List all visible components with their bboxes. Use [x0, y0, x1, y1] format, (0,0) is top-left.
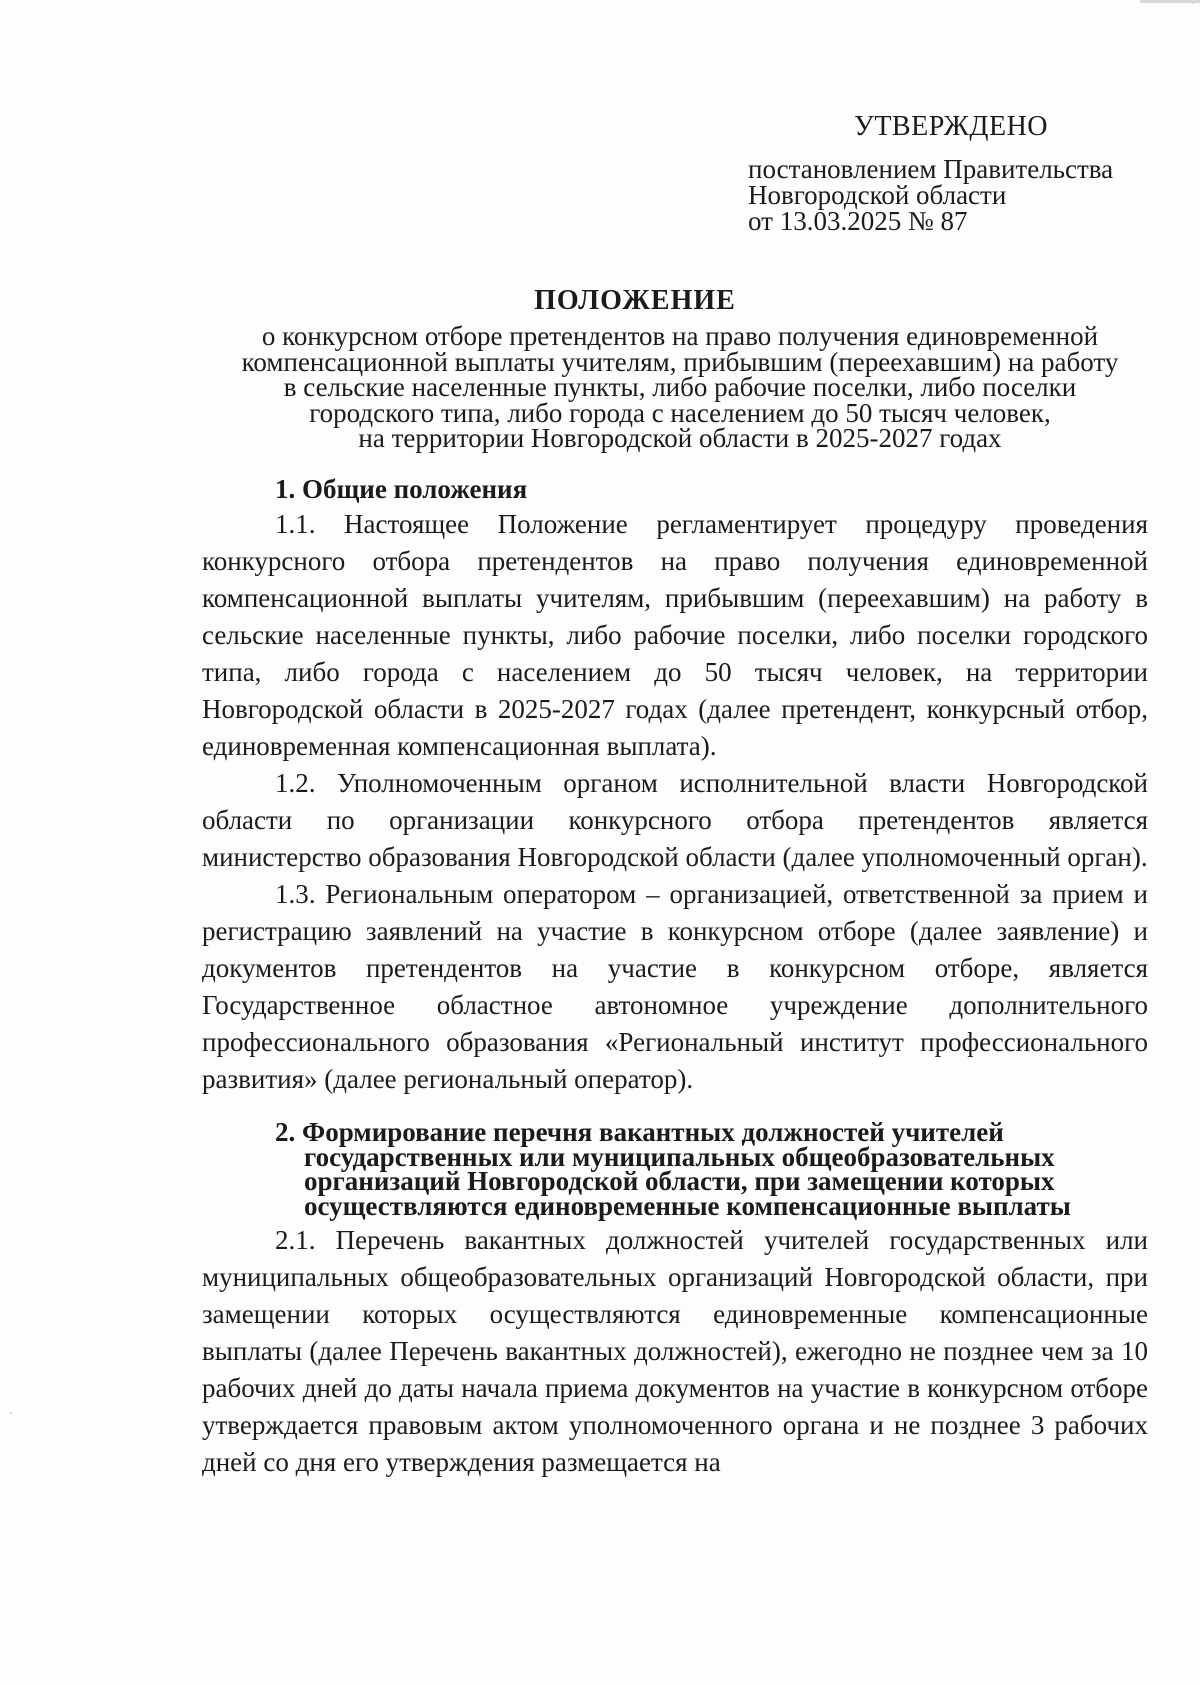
subtitle-line: на территории Новгородской области в 2025-2027 годах	[358, 423, 1002, 453]
scan-speck	[10, 1412, 12, 1414]
section-1-heading: 1. Общие положения	[275, 474, 528, 504]
document-subtitle	[200, 321, 1160, 453]
approval-line-date-number: от 13.03.2025 № 87	[748, 206, 968, 236]
subtitle-line: городского типа, либо города с населением до 50 тысяч человек,	[309, 397, 1051, 428]
section-2-heading-line: государственных или муниципальных общеобразовательных	[304, 1141, 1055, 1172]
section-2-heading-line: 2. Формирование перечня вакантных должностей учителей	[275, 1117, 1004, 1147]
subtitle-line: в сельские населенные пункты, либо рабочие поселки, либо поселки	[283, 372, 1077, 402]
paragraph-1-3: 1.3. Региональным оператором – организацией, ответственной за прием и регистрацию заявлений на участие в конкурсном отборе (далее заявление) и документов претендентов на участие в конкурсном отборе, является Государственное областное автономное учреждение дополнительного профессионального образования «Региональный институт профессионального развития» (далее региональный оператор).	[202, 879, 1148, 1094]
document-title: ПОЛОЖЕНИЕ	[534, 285, 736, 316]
paragraph-2-1: 2.1. Перечень вакантных должностей учителей государственных или муниципальных общеобразовательных организаций Новгородской области, при замещении которых осуществляются единовременные компенсационные выплаты (далее Перечень вакантных должностей), ежегодно не позднее чем за 10 рабочих дней до даты начала приема документов на участие в конкурсном отборе утверждается правовым актом уполномоченного органа и не позднее 3 рабочих дней со дня его утверждения размещается на	[202, 1225, 1148, 1477]
document-body	[202, 472, 1148, 1481]
paragraph-1-1: 1.1. Настоящее Положение регламентирует процедуру проведения конкурсного отбора претендентов на право получения единовременной компенсационной выплаты учителям, прибывшим (переехавшим) на работу в сельские населенные пункты, либо рабочие поселки, либо поселки городского типа, либо города с населением до 50 тысяч человек, на территории Новгородской области в 2025-2027 годах (далее претендент, конкурсный отбор, единовременная компенсационная выплата).	[202, 509, 1148, 761]
section-2-heading	[275, 1117, 1148, 1221]
scan-speck	[1192, 2, 1194, 4]
approval-title: УТВЕРЖДЕНО	[854, 111, 1049, 142]
scan-edge-mark	[1140, 0, 1200, 3]
approval-details	[748, 156, 1168, 234]
paragraph-1-2: 1.2. Уполномоченным органом исполнительной власти Новгородской области по организации конкурсного отбора претендентов является министерство образования Новгородской области (далее уполномоченный орган).	[202, 768, 1148, 872]
subtitle-line: компенсационной выплаты учителям, прибывшим (переехавшим) на работу	[241, 346, 1119, 377]
approval-stamp-block	[748, 110, 1168, 234]
approval-line-region: Новгородской области	[748, 180, 1007, 210]
approval-line-decree: постановлением Правительства	[748, 154, 1114, 184]
section-2-heading-line: осуществляются единовременные компенсационные выплаты	[304, 1190, 1071, 1221]
subtitle-line: о конкурсном отборе претендентов на право получения единовременной	[261, 321, 1099, 351]
section-2-heading-line: организаций Новгородской области, при замещении которых	[304, 1166, 1055, 1196]
